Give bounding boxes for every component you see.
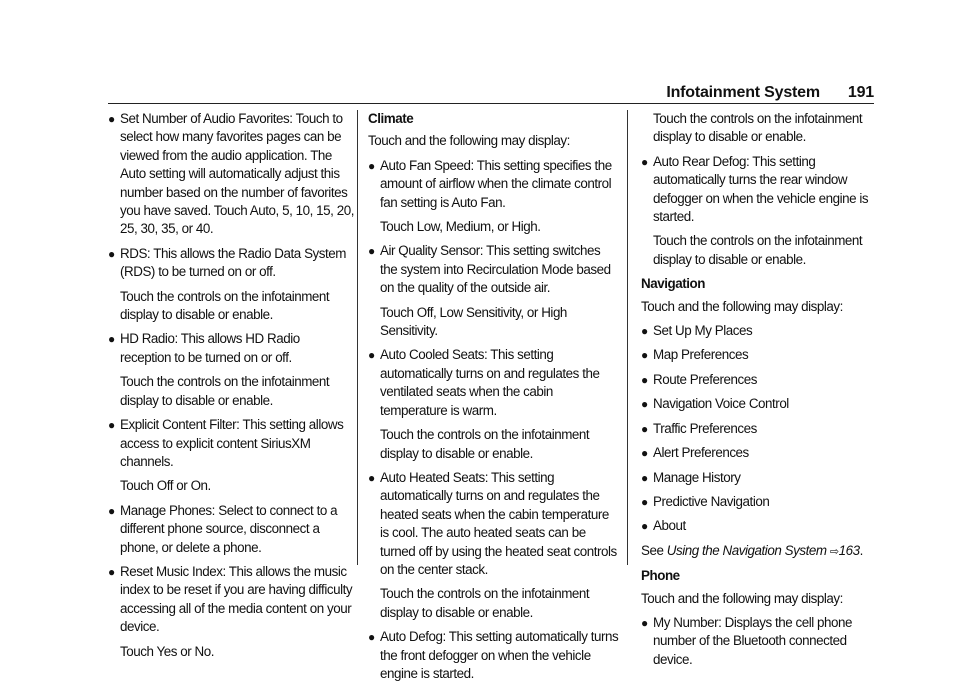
bullet-icon: ● <box>641 421 648 436</box>
bullet-icon: ● <box>368 158 375 173</box>
column-right <box>641 110 877 675</box>
bullet-icon: ● <box>368 244 375 259</box>
list-item-text: Map Preferences <box>653 347 749 363</box>
section-intro: Touch and the following may display: <box>368 133 570 149</box>
list-item-text: Traffic Preferences <box>653 420 757 436</box>
list-item <box>641 469 877 487</box>
list-item-note: Touch the controls on the infotainment display to disable or enable. <box>653 233 863 267</box>
list-item-text: Auto Defog: This setting automatically turns the front defogger on when the vehicle engine is started. <box>380 629 619 681</box>
bullet-icon: ● <box>108 112 115 126</box>
bullet-icon: ● <box>641 397 648 412</box>
list-item-text: RDS: This allows the Radio Data System (RDS) to be turned on or off. <box>120 245 347 280</box>
bullet-icon: ● <box>641 494 648 509</box>
see-prefix: See <box>641 542 664 558</box>
list-item <box>108 110 354 239</box>
bullet-icon: ● <box>641 372 648 387</box>
list-item <box>108 245 354 282</box>
list-item-text: Predictive Navigation <box>653 493 770 509</box>
list-item <box>641 517 877 535</box>
header-rule <box>108 103 874 104</box>
bullet-icon: ● <box>108 418 115 433</box>
list-item <box>108 330 354 367</box>
list-item <box>368 242 620 297</box>
bullet-icon: ● <box>641 446 648 461</box>
see-end: . <box>859 542 863 558</box>
section-title: Infotainment System <box>666 84 820 101</box>
bullet-icon: ● <box>368 348 375 363</box>
list-item <box>641 346 877 364</box>
bullet-icon: ● <box>641 615 648 630</box>
list-item-text: Air Quality Sensor: This setting switches the system into Recirculation Mode based on the quality of the outside air. <box>380 243 611 296</box>
list-item-text: Explicit Content Filter: This setting allows access to explicit content SiriusXM channels. <box>120 417 344 469</box>
list-item-note: Touch Low, Medium, or High. <box>380 219 541 235</box>
list-item-note: Touch the controls on the infotainment display to disable or enable. <box>653 111 863 145</box>
list-item-note: Touch the controls on the infotainment display to disable or enable. <box>380 427 590 461</box>
list-item <box>108 416 354 471</box>
list-item-text: Alert Preferences <box>653 445 749 461</box>
page-arrow-icon: ⇨ <box>829 545 839 558</box>
bullet-icon: ● <box>368 630 375 645</box>
section-heading-navigation: Navigation <box>641 276 705 292</box>
list-item-note: Touch the controls on the infotainment display to disable or enable. <box>120 374 330 408</box>
section-intro: Touch and the following may display: <box>641 590 843 606</box>
list-item <box>641 371 877 389</box>
bullet-icon: ● <box>641 470 648 485</box>
list-item-text: Auto Fan Speed: This setting specifies the amount of airflow when the climate control fan setting is Auto Fan. <box>380 157 612 210</box>
list-item-text: Reset Music Index: This allows the music index to be reset if you are having difficulty accessing all of the media content on your device. <box>120 563 353 635</box>
list-item-note: Touch the controls on the infotainment display to disable or enable. <box>120 288 330 323</box>
list-item <box>108 502 354 557</box>
list-item-note: Touch Off, Low Sensitivity, or High Sensitivity. <box>380 304 567 339</box>
list-item <box>368 157 620 212</box>
list-item-text: Auto Cooled Seats: This setting automatically turns on and regulates the ventilated seats when the cabin temperature is warm. <box>380 347 600 418</box>
list-item <box>108 563 354 637</box>
bullet-icon: ● <box>108 564 115 579</box>
bullet-icon: ● <box>108 246 115 261</box>
section-heading-phone: Phone <box>641 568 680 584</box>
list-item-text: Route Preferences <box>653 371 757 387</box>
list-item-text: Navigation Voice Control <box>653 396 789 412</box>
section-heading-climate: Climate <box>368 111 414 126</box>
cross-reference <box>641 542 877 561</box>
bullet-icon: ● <box>108 503 115 518</box>
see-page-number[interactable]: 163 <box>838 542 860 558</box>
list-item <box>641 395 877 413</box>
list-item-text: Manage History <box>653 469 741 485</box>
column-divider <box>627 110 628 565</box>
list-item-note: Touch Yes or No. <box>120 643 215 659</box>
bullet-icon: ● <box>641 348 648 363</box>
see-reference-link[interactable]: Using the Navigation System <box>666 542 827 558</box>
section-intro: Touch and the following may display: <box>641 298 843 314</box>
list-item-note: Touch Off or On. <box>120 478 211 494</box>
list-item-text: HD Radio: This allows HD Radio reception to be turned on or off. <box>120 331 300 365</box>
list-item-text: About <box>653 518 686 534</box>
list-item-text: Manage Phones: Select to connect to a different phone source, disconnect a phone, or delete a phone. <box>120 502 338 555</box>
list-item <box>641 153 877 227</box>
list-item <box>641 322 877 340</box>
column-middle <box>368 110 620 689</box>
list-item-note: Touch the controls on the infotainment display to disable or enable. <box>380 586 590 620</box>
list-item-text: Auto Heated Seats: This setting automatically turns on and regulates the heated seats when the cabin temperature is cool. The auto heated seats can be turned off by using the heated seat controls on the center stack. <box>380 469 617 577</box>
column-left <box>108 110 354 667</box>
bullet-icon: ● <box>641 519 648 534</box>
page-number: 191 <box>847 84 874 101</box>
list-item-text: Set Up My Places <box>653 323 753 339</box>
list-item <box>368 346 620 420</box>
list-item <box>368 469 620 579</box>
bullet-icon: ● <box>108 332 115 347</box>
page-header <box>666 84 874 102</box>
bullet-icon: ● <box>641 324 648 339</box>
list-item <box>641 493 877 511</box>
list-item-text: Set Number of Audio Favorites: Touch to select how many favorites pages can be viewed from the audio application. The Auto setting will automatically adjust this number based on the number of favorites you have saved. Touch Auto, 5, 10, 15, 20, 25, 30, 35, or 40. <box>120 111 354 237</box>
list-item <box>641 420 877 438</box>
list-item-text: My Number: Displays the cell phone number of the Bluetooth connected device. <box>653 614 853 667</box>
list-item <box>641 444 877 462</box>
bullet-icon: ● <box>641 154 648 169</box>
list-item <box>368 628 620 683</box>
bullet-icon: ● <box>368 470 375 485</box>
list-item <box>641 614 877 669</box>
column-divider <box>357 110 358 565</box>
list-item-text: Auto Rear Defog: This setting automatically turns the rear window defogger on when the vehicle engine is started. <box>653 153 869 225</box>
